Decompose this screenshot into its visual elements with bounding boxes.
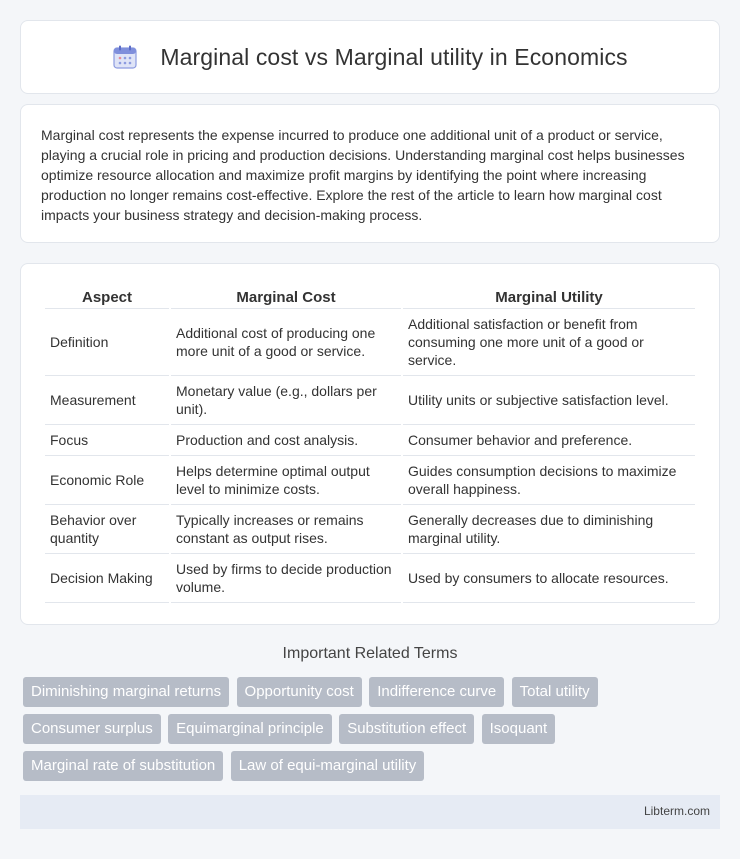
header-marginal-cost: Marginal Cost [171,284,401,309]
cell-marginal-utility: Generally decreases due to diminishing marginal utility. [403,505,695,554]
cell-aspect: Definition [45,309,169,376]
tag-total-utility[interactable]: Total utility [512,677,598,707]
cell-marginal-cost: Additional cost of producing one more unit of a good or service. [171,309,401,376]
tag-marginal-rate-of-substitution[interactable]: Marginal rate of substitution [23,751,223,781]
cell-marginal-utility: Additional satisfaction or benefit from consuming one more unit of a good or service. [403,309,695,376]
tag-substitution-effect[interactable]: Substitution effect [339,714,474,744]
footer-site-link[interactable]: Libterm.com [643,804,710,818]
tag-law-of-equi-marginal-utility[interactable]: Law of equi-marginal utility [231,751,425,781]
tag-isoquant[interactable]: Isoquant [482,714,556,744]
cell-marginal-utility: Consumer behavior and preference. [403,425,695,456]
cell-marginal-cost: Production and cost analysis. [171,425,401,456]
cell-marginal-cost: Used by firms to decide production volume. [171,554,401,603]
header-aspect: Aspect [45,284,169,309]
cell-aspect: Decision Making [45,554,169,603]
tag-diminishing-marginal-returns[interactable]: Diminishing marginal returns [23,677,229,707]
cell-aspect: Economic Role [45,456,169,505]
cell-marginal-cost: Typically increases or remains constant as output rises. [171,505,401,554]
cell-marginal-cost: Helps determine optimal output level to minimize costs. [171,456,401,505]
cell-aspect: Measurement [45,376,169,425]
table-row [45,309,695,376]
tag-equimarginal-principle[interactable]: Equimarginal principle [168,714,332,744]
cell-marginal-cost: Monetary value (e.g., dollars per unit). [171,376,401,425]
tag-opportunity-cost[interactable]: Opportunity cost [237,677,362,707]
table-row [45,554,695,603]
cell-marginal-utility: Guides consumption decisions to maximize overall happiness. [403,456,695,505]
related-terms-section [0,645,740,663]
calendar-icon [112,44,138,70]
tag-consumer-surplus[interactable]: Consumer surplus [23,714,161,744]
tag-indifference-curve[interactable]: Indifference curve [369,677,504,707]
intro-card [20,104,720,243]
footer [20,795,720,829]
comparison-table-card [20,263,720,625]
cell-aspect: Focus [45,425,169,456]
intro-text: Marginal cost represents the expense incurred to produce one additional unit of a product or service, playing a crucial role in pricing and production decisions. Understanding marginal cost helps businesses optimize resource allocation and maximize profit margins by identifying the point where increasing production no longer remains cost-effective. Explore the rest of the article to learn how marginal cost impacts your business strategy and decision-making process. [41,127,685,223]
comparison-table [43,284,697,603]
table-row [45,456,695,505]
header-marginal-utility: Marginal Utility [403,284,695,309]
table-row [45,425,695,456]
page-title: Marginal cost vs Marginal utility in Economics [160,43,628,70]
table-row [45,376,695,425]
related-tags [23,677,723,788]
table-row [45,505,695,554]
header-card [20,20,720,94]
cell-marginal-utility: Used by consumers to allocate resources. [403,554,695,603]
table-header-row [45,284,695,309]
cell-aspect: Behavior over quantity [45,505,169,554]
related-terms-title: Important Related Terms [282,645,458,662]
cell-marginal-utility: Utility units or subjective satisfaction level. [403,376,695,425]
